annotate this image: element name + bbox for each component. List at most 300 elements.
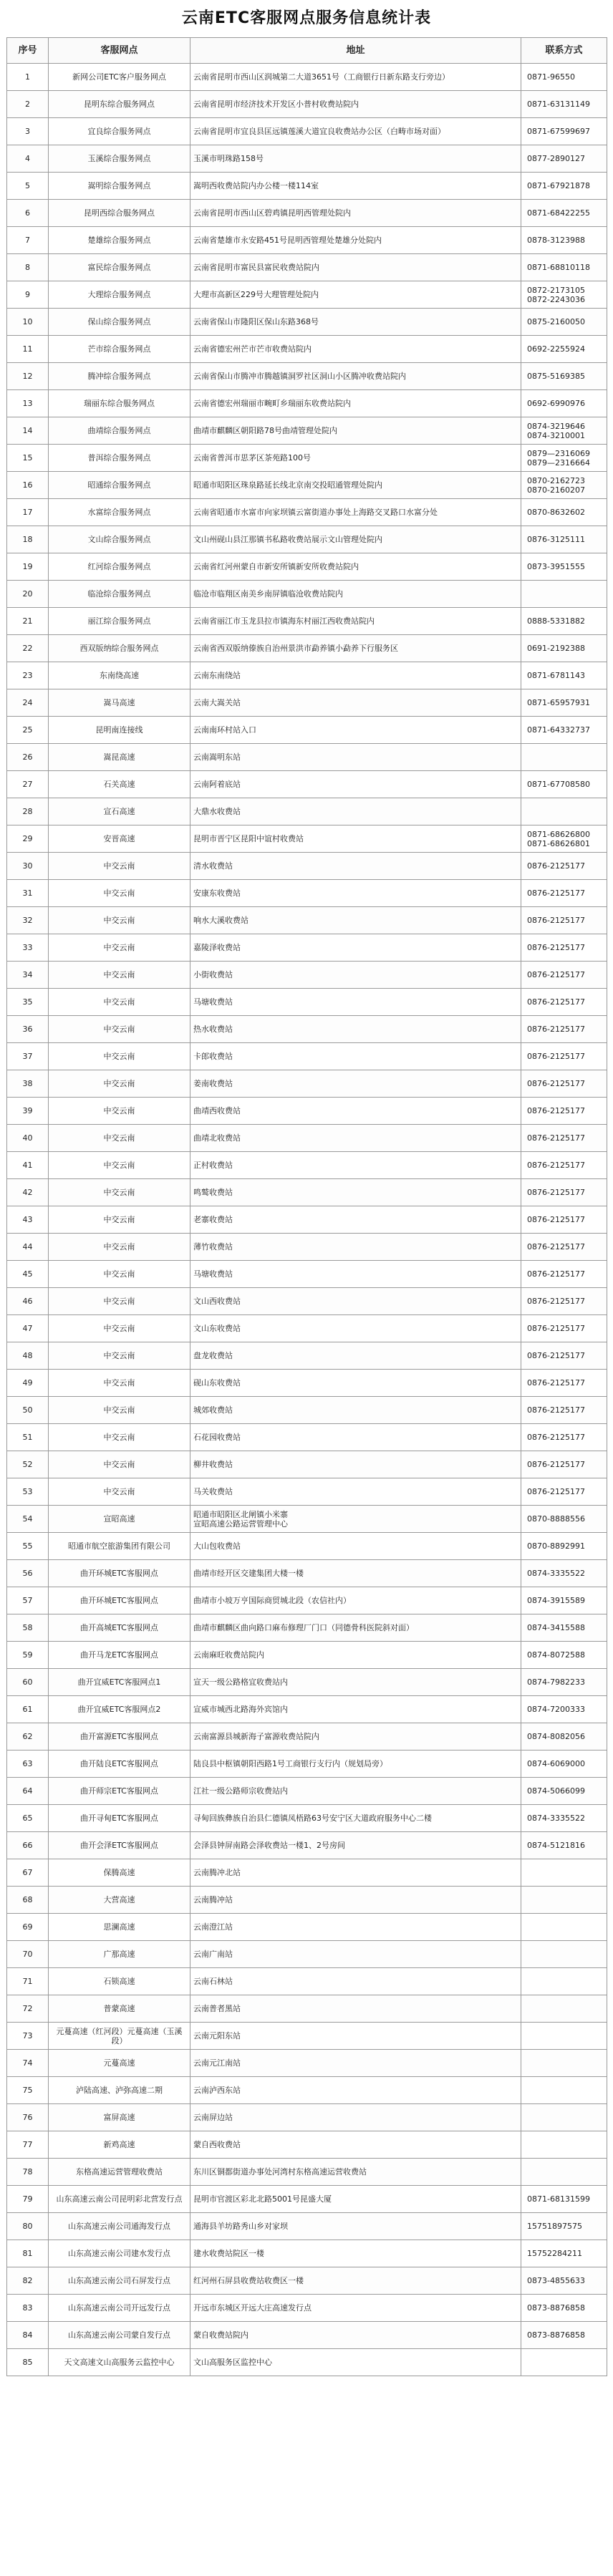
table-row bbox=[7, 2104, 607, 2131]
cell-contact: 0876-2125177 bbox=[521, 1152, 607, 1179]
cell-contact: 0876-2125177 bbox=[521, 1206, 607, 1234]
cell-service-point: 曲开师宗ETC客服网点 bbox=[49, 1778, 190, 1805]
cell-contact bbox=[521, 2104, 607, 2131]
cell-address: 云南省昆明市宜良县匡远镇莲溪大道宜良收费站办公区（白畴市场对面） bbox=[190, 118, 521, 145]
cell-address: 江社一级公路师宗收费站内 bbox=[190, 1778, 521, 1805]
table-row bbox=[7, 145, 607, 173]
cell-service-point: 中交云南 bbox=[49, 1070, 190, 1098]
cell-no: 1 bbox=[7, 64, 49, 91]
cell-address: 东川区铜都街道办事处河湾村东格高速运营收费站 bbox=[190, 2159, 521, 2186]
cell-contact: 0876-2125177 bbox=[521, 1397, 607, 1424]
cell-service-point: 中交云南 bbox=[49, 1424, 190, 1451]
cell-service-point: 山东高速云南公司蒙自发行点 bbox=[49, 2322, 190, 2349]
table-row bbox=[7, 1315, 607, 1342]
cell-contact: 0870-8632602 bbox=[521, 499, 607, 526]
cell-contact: 0876-2125177 bbox=[521, 1125, 607, 1152]
cell-no: 30 bbox=[7, 853, 49, 880]
table-row bbox=[7, 2050, 607, 2077]
table-row bbox=[7, 1206, 607, 1234]
cell-address: 云南东南绕站 bbox=[190, 662, 521, 689]
table-row bbox=[7, 1642, 607, 1669]
cell-service-point: 中交云南 bbox=[49, 1370, 190, 1397]
table-row bbox=[7, 1587, 607, 1614]
cell-contact: 0878-3123988 bbox=[521, 227, 607, 254]
cell-no: 74 bbox=[7, 2050, 49, 2077]
cell-service-point: 昆明东综合服务网点 bbox=[49, 91, 190, 118]
cell-no: 37 bbox=[7, 1043, 49, 1070]
cell-service-point: 西双版纳综合服务网点 bbox=[49, 635, 190, 662]
table-row bbox=[7, 1506, 607, 1533]
cell-contact: 0871-68810118 bbox=[521, 254, 607, 281]
cell-service-point: 元蔓高速（红河段）元蔓高速（玉溪段） bbox=[49, 2023, 190, 2050]
cell-no: 85 bbox=[7, 2349, 49, 2376]
cell-address: 云南泸西东站 bbox=[190, 2077, 521, 2104]
cell-address: 鸣鹫收费站 bbox=[190, 1179, 521, 1206]
cell-no: 35 bbox=[7, 989, 49, 1016]
cell-contact: 0876-2125177 bbox=[521, 1098, 607, 1125]
cell-no: 32 bbox=[7, 907, 49, 934]
cell-no: 58 bbox=[7, 1614, 49, 1642]
cell-contact bbox=[521, 2131, 607, 2159]
cell-contact: 0876-2125177 bbox=[521, 1424, 607, 1451]
cell-no: 34 bbox=[7, 962, 49, 989]
table-row bbox=[7, 118, 607, 145]
cell-no: 5 bbox=[7, 173, 49, 200]
cell-no: 38 bbox=[7, 1070, 49, 1098]
cell-address: 热水收费站 bbox=[190, 1016, 521, 1043]
table-row bbox=[7, 526, 607, 553]
cell-service-point: 中交云南 bbox=[49, 1206, 190, 1234]
cell-service-point: 昆明南连接线 bbox=[49, 717, 190, 744]
cell-no: 27 bbox=[7, 771, 49, 798]
cell-no: 2 bbox=[7, 91, 49, 118]
cell-contact: 0876-2125177 bbox=[521, 880, 607, 907]
cell-no: 70 bbox=[7, 1941, 49, 1968]
table-row bbox=[7, 880, 607, 907]
table-row bbox=[7, 853, 607, 880]
table-row bbox=[7, 363, 607, 390]
header-no: 序号 bbox=[7, 38, 49, 64]
cell-no: 71 bbox=[7, 1968, 49, 1995]
cell-address: 姜南收费站 bbox=[190, 1070, 521, 1098]
cell-address: 大理市高新区229号大理管理处院内 bbox=[190, 281, 521, 309]
table-row bbox=[7, 1778, 607, 1805]
cell-no: 81 bbox=[7, 2240, 49, 2267]
cell-no: 43 bbox=[7, 1206, 49, 1234]
cell-no: 13 bbox=[7, 390, 49, 417]
cell-contact bbox=[521, 581, 607, 608]
cell-no: 24 bbox=[7, 689, 49, 717]
cell-no: 76 bbox=[7, 2104, 49, 2131]
cell-contact: 0874-5121816 bbox=[521, 1832, 607, 1859]
cell-no: 67 bbox=[7, 1859, 49, 1887]
cell-contact bbox=[521, 798, 607, 825]
table-row bbox=[7, 1941, 607, 1968]
cell-address: 云南省西双版纳傣族自治州景洪市勐养镇小勐养下行服务区 bbox=[190, 635, 521, 662]
cell-no: 39 bbox=[7, 1098, 49, 1125]
cell-service-point: 富民综合服务网点 bbox=[49, 254, 190, 281]
cell-address: 云南省昆明市西山区润城第二大道3651号（工商银行日新东路支行旁边） bbox=[190, 64, 521, 91]
cell-service-point: 宣石高速 bbox=[49, 798, 190, 825]
cell-address: 云南省红河州蒙自市新安所镇新安所收费站院内 bbox=[190, 553, 521, 581]
cell-service-point: 普蒙高速 bbox=[49, 1995, 190, 2023]
cell-address: 昆明市晋宁区昆阳中谊村收费站 bbox=[190, 825, 521, 853]
cell-service-point: 曲开宜威ETC客服网点1 bbox=[49, 1669, 190, 1696]
table-row bbox=[7, 1234, 607, 1261]
cell-contact: 0876-2125177 bbox=[521, 1342, 607, 1370]
cell-contact: 0876-2125177 bbox=[521, 934, 607, 962]
cell-service-point: 中交云南 bbox=[49, 880, 190, 907]
cell-address: 云南腾冲北站 bbox=[190, 1859, 521, 1887]
cell-contact: 0871-6781143 bbox=[521, 662, 607, 689]
cell-no: 25 bbox=[7, 717, 49, 744]
cell-address: 曲靖市麒麟区朝阳路78号曲靖管理处院内 bbox=[190, 417, 521, 445]
table-row bbox=[7, 2131, 607, 2159]
cell-service-point: 中交云南 bbox=[49, 1451, 190, 1478]
cell-contact: 0876-2125177 bbox=[521, 1288, 607, 1315]
cell-no: 26 bbox=[7, 744, 49, 771]
cell-address: 云南省丽江市玉龙县拉市镇海东村丽江西收费站院内 bbox=[190, 608, 521, 635]
cell-no: 62 bbox=[7, 1723, 49, 1751]
cell-no: 46 bbox=[7, 1288, 49, 1315]
cell-service-point: 普洱综合服务网点 bbox=[49, 445, 190, 472]
table-row bbox=[7, 1098, 607, 1125]
table-row bbox=[7, 1914, 607, 1941]
cell-no: 79 bbox=[7, 2186, 49, 2213]
cell-no: 51 bbox=[7, 1424, 49, 1451]
cell-contact: 0871-68626800 0871-68626801 bbox=[521, 825, 607, 853]
cell-address: 大山包收费站 bbox=[190, 1533, 521, 1560]
table-row bbox=[7, 989, 607, 1016]
cell-contact bbox=[521, 1887, 607, 1914]
cell-address: 正村收费站 bbox=[190, 1152, 521, 1179]
table-row bbox=[7, 635, 607, 662]
table-header bbox=[7, 38, 607, 64]
cell-service-point: 楚雄综合服务网点 bbox=[49, 227, 190, 254]
cell-contact: 0873-4855633 bbox=[521, 2267, 607, 2295]
cell-service-point: 中交云南 bbox=[49, 1478, 190, 1506]
cell-service-point: 中交云南 bbox=[49, 1152, 190, 1179]
cell-service-point: 曲开环城ETC客服网点 bbox=[49, 1560, 190, 1587]
cell-no: 45 bbox=[7, 1261, 49, 1288]
cell-no: 80 bbox=[7, 2213, 49, 2240]
table-row bbox=[7, 962, 607, 989]
table-row bbox=[7, 200, 607, 227]
cell-contact bbox=[521, 2349, 607, 2376]
cell-contact: 0876-2125177 bbox=[521, 962, 607, 989]
cell-no: 84 bbox=[7, 2322, 49, 2349]
table-row bbox=[7, 1832, 607, 1859]
cell-service-point: 曲开宜威ETC客服网点2 bbox=[49, 1696, 190, 1723]
table-row bbox=[7, 2322, 607, 2349]
cell-service-point: 曲开陆良ETC客服网点 bbox=[49, 1751, 190, 1778]
cell-address: 云南省昆明市西山区碧鸡镇昆明西管理处院内 bbox=[190, 200, 521, 227]
cell-service-point: 丽江综合服务网点 bbox=[49, 608, 190, 635]
cell-contact: 0877-2890127 bbox=[521, 145, 607, 173]
cell-contact: 0873-8876858 bbox=[521, 2322, 607, 2349]
table-row bbox=[7, 1125, 607, 1152]
cell-service-point: 元蔓高速 bbox=[49, 2050, 190, 2077]
cell-address: 曲靖市经开区交建集团大楼一楼 bbox=[190, 1560, 521, 1587]
table-row bbox=[7, 281, 607, 309]
cell-address: 云南省昆明市富民县富民收费站院内 bbox=[190, 254, 521, 281]
cell-address: 会泽县钟屏南路会泽收费站一楼1、2号房间 bbox=[190, 1832, 521, 1859]
cell-address: 安康东收费站 bbox=[190, 880, 521, 907]
cell-no: 65 bbox=[7, 1805, 49, 1832]
cell-contact: 15751897575 bbox=[521, 2213, 607, 2240]
cell-service-point: 山东高速云南公司昆明彩北营发行点 bbox=[49, 2186, 190, 2213]
cell-address: 马塘收费站 bbox=[190, 989, 521, 1016]
cell-no: 75 bbox=[7, 2077, 49, 2104]
cell-address: 嘉陵泽收费站 bbox=[190, 934, 521, 962]
cell-contact: 0874-3415588 bbox=[521, 1614, 607, 1642]
cell-address: 盘龙收费站 bbox=[190, 1342, 521, 1370]
table-row bbox=[7, 1152, 607, 1179]
cell-no: 73 bbox=[7, 2023, 49, 2050]
table-row bbox=[7, 689, 607, 717]
cell-contact: 0874-5066099 bbox=[521, 1778, 607, 1805]
cell-contact bbox=[521, 1859, 607, 1887]
cell-contact bbox=[521, 744, 607, 771]
table-row bbox=[7, 417, 607, 445]
cell-service-point: 宜良综合服务网点 bbox=[49, 118, 190, 145]
cell-contact bbox=[521, 2050, 607, 2077]
cell-no: 11 bbox=[7, 336, 49, 363]
cell-address: 曲靖市小坡万亨国际商贸城北段（农信社内） bbox=[190, 1587, 521, 1614]
table-row bbox=[7, 1805, 607, 1832]
cell-contact: 0876-2125177 bbox=[521, 1234, 607, 1261]
table-row bbox=[7, 2295, 607, 2322]
cell-no: 48 bbox=[7, 1342, 49, 1370]
table-row bbox=[7, 662, 607, 689]
cell-no: 40 bbox=[7, 1125, 49, 1152]
cell-contact: 0874-8082056 bbox=[521, 1723, 607, 1751]
cell-contact bbox=[521, 2077, 607, 2104]
cell-no: 68 bbox=[7, 1887, 49, 1914]
cell-service-point: 文山综合服务网点 bbox=[49, 526, 190, 553]
table-row bbox=[7, 744, 607, 771]
cell-service-point: 嵩明综合服务网点 bbox=[49, 173, 190, 200]
cell-address: 卡郎收费站 bbox=[190, 1043, 521, 1070]
table-row bbox=[7, 1043, 607, 1070]
header-service-point: 客服网点 bbox=[49, 38, 190, 64]
cell-address: 蒙自收费站院内 bbox=[190, 2322, 521, 2349]
cell-service-point: 嵩昆高速 bbox=[49, 744, 190, 771]
table-row bbox=[7, 798, 607, 825]
table-row bbox=[7, 1370, 607, 1397]
cell-address: 曲靖北收费站 bbox=[190, 1125, 521, 1152]
cell-contact: 0870-2162723 0870-2160207 bbox=[521, 472, 607, 499]
cell-service-point: 天文高速文山高服务云监控中心 bbox=[49, 2349, 190, 2376]
cell-service-point: 中交云南 bbox=[49, 1125, 190, 1152]
cell-address: 城郊收费站 bbox=[190, 1397, 521, 1424]
cell-contact: 0874-7200333 bbox=[521, 1696, 607, 1723]
cell-contact: 0871-67599697 bbox=[521, 118, 607, 145]
table-body bbox=[7, 64, 607, 2376]
cell-address: 云南省普洱市思茅区茶苑路100号 bbox=[190, 445, 521, 472]
cell-no: 60 bbox=[7, 1669, 49, 1696]
cell-no: 6 bbox=[7, 200, 49, 227]
cell-service-point: 新鸡高速 bbox=[49, 2131, 190, 2159]
table-row bbox=[7, 2267, 607, 2295]
cell-address: 云南元阳东站 bbox=[190, 2023, 521, 2050]
cell-address: 云南省保山市腾冲市腾越镇洞罗社区洞山小区腾冲收费站院内 bbox=[190, 363, 521, 390]
table-row bbox=[7, 472, 607, 499]
cell-no: 31 bbox=[7, 880, 49, 907]
cell-contact: 0871-68422255 bbox=[521, 200, 607, 227]
cell-no: 44 bbox=[7, 1234, 49, 1261]
cell-address: 文山州砚山县江那镇书私路收费站展示文山管理处院内 bbox=[190, 526, 521, 553]
cell-contact: 0875-5169385 bbox=[521, 363, 607, 390]
table-row bbox=[7, 390, 607, 417]
cell-service-point: 中交云南 bbox=[49, 1016, 190, 1043]
table-row bbox=[7, 173, 607, 200]
cell-address: 云南石林站 bbox=[190, 1968, 521, 1995]
cell-service-point: 中交云南 bbox=[49, 934, 190, 962]
cell-contact: 0873-8876858 bbox=[521, 2295, 607, 2322]
cell-service-point: 红河综合服务网点 bbox=[49, 553, 190, 581]
cell-address: 昆明市官渡区彩北北路5001号昆盛大厦 bbox=[190, 2186, 521, 2213]
cell-no: 12 bbox=[7, 363, 49, 390]
cell-no: 4 bbox=[7, 145, 49, 173]
cell-no: 53 bbox=[7, 1478, 49, 1506]
cell-no: 56 bbox=[7, 1560, 49, 1587]
cell-address: 寻甸回族彝族自治县仁德镇凤梧路63号安宁区大道政府服务中心二楼 bbox=[190, 1805, 521, 1832]
cell-address: 薄竹收费站 bbox=[190, 1234, 521, 1261]
cell-address: 曲靖市麒麟区曲向路口麻布修理厂门口（同德骨科医院斜对面） bbox=[190, 1614, 521, 1642]
cell-service-point: 中交云南 bbox=[49, 1098, 190, 1125]
cell-contact: 0870-8888556 bbox=[521, 1506, 607, 1533]
cell-address: 昭通市昭阳区北闸镇小米寨 宣昭高速公路运营管理中心 bbox=[190, 1506, 521, 1533]
cell-no: 8 bbox=[7, 254, 49, 281]
cell-service-point: 曲开马龙ETC客服网点 bbox=[49, 1642, 190, 1669]
cell-service-point: 石锁高速 bbox=[49, 1968, 190, 1995]
cell-contact bbox=[521, 1941, 607, 1968]
cell-service-point: 山东高速云南公司建水发行点 bbox=[49, 2240, 190, 2267]
cell-no: 47 bbox=[7, 1315, 49, 1342]
cell-address: 云南腾冲站 bbox=[190, 1887, 521, 1914]
cell-contact: 0871-63131149 bbox=[521, 91, 607, 118]
cell-service-point: 玉溪综合服务网点 bbox=[49, 145, 190, 173]
table-row bbox=[7, 1859, 607, 1887]
table-row bbox=[7, 825, 607, 853]
cell-address: 清水收费站 bbox=[190, 853, 521, 880]
cell-contact: 0876-2125177 bbox=[521, 1016, 607, 1043]
cell-contact: 0879—2316069 0879—2316664 bbox=[521, 445, 607, 472]
cell-no: 21 bbox=[7, 608, 49, 635]
cell-service-point: 曲开寻甸ETC客服网点 bbox=[49, 1805, 190, 1832]
cell-service-point: 宣昭高速 bbox=[49, 1506, 190, 1533]
cell-service-point: 腾冲综合服务网点 bbox=[49, 363, 190, 390]
cell-contact: 15752284211 bbox=[521, 2240, 607, 2267]
cell-address: 云南元江南站 bbox=[190, 2050, 521, 2077]
cell-service-point: 东格高速运营管理收费站 bbox=[49, 2159, 190, 2186]
cell-address: 柳井收费站 bbox=[190, 1451, 521, 1478]
cell-address: 云南省德宏州瑞丽市畹町乡瑞丽东收费站院内 bbox=[190, 390, 521, 417]
table-row bbox=[7, 2240, 607, 2267]
table-row bbox=[7, 1288, 607, 1315]
table-row bbox=[7, 1669, 607, 1696]
cell-contact: 0871-67921878 bbox=[521, 173, 607, 200]
cell-service-point: 芒市综合服务网点 bbox=[49, 336, 190, 363]
cell-service-point: 中交云南 bbox=[49, 1288, 190, 1315]
cell-address: 文山西收费站 bbox=[190, 1288, 521, 1315]
cell-no: 83 bbox=[7, 2295, 49, 2322]
cell-address: 文山高服务区监控中心 bbox=[190, 2349, 521, 2376]
header-row bbox=[7, 38, 607, 64]
cell-address: 云南普者黑站 bbox=[190, 1995, 521, 2023]
cell-no: 7 bbox=[7, 227, 49, 254]
cell-contact bbox=[521, 1914, 607, 1941]
table-row bbox=[7, 1533, 607, 1560]
cell-address: 老寨收费站 bbox=[190, 1206, 521, 1234]
table-row bbox=[7, 1016, 607, 1043]
cell-contact: 0875-2160050 bbox=[521, 309, 607, 336]
cell-service-point: 昭通综合服务网点 bbox=[49, 472, 190, 499]
cell-service-point: 中交云南 bbox=[49, 1261, 190, 1288]
cell-contact bbox=[521, 2023, 607, 2050]
cell-no: 72 bbox=[7, 1995, 49, 2023]
cell-address: 曲靖西收费站 bbox=[190, 1098, 521, 1125]
table-row bbox=[7, 934, 607, 962]
cell-no: 20 bbox=[7, 581, 49, 608]
cell-contact: 0876-2125177 bbox=[521, 1451, 607, 1478]
cell-service-point: 思澜高速 bbox=[49, 1914, 190, 1941]
cell-contact: 0876-2125177 bbox=[521, 1478, 607, 1506]
cell-contact bbox=[521, 1968, 607, 1995]
table-row bbox=[7, 2186, 607, 2213]
cell-service-point: 中交云南 bbox=[49, 1043, 190, 1070]
cell-contact: 0874-8072588 bbox=[521, 1642, 607, 1669]
cell-address: 开远市东城区开远大庄高速发行点 bbox=[190, 2295, 521, 2322]
cell-contact: 0876-3125111 bbox=[521, 526, 607, 553]
cell-no: 59 bbox=[7, 1642, 49, 1669]
cell-no: 77 bbox=[7, 2131, 49, 2159]
cell-address: 通海县羊坊路秀山乡对家坝 bbox=[190, 2213, 521, 2240]
table-row bbox=[7, 1070, 607, 1098]
page-title: 云南ETC客服网点服务信息统计表 bbox=[181, 9, 432, 27]
cell-service-point: 中交云南 bbox=[49, 1342, 190, 1370]
table-row bbox=[7, 2077, 607, 2104]
cell-contact: 0692-2255924 bbox=[521, 336, 607, 363]
cell-service-point: 中交云南 bbox=[49, 907, 190, 934]
cell-contact: 0871-96550 bbox=[521, 64, 607, 91]
cell-no: 52 bbox=[7, 1451, 49, 1478]
cell-address: 临沧市临翔区南美乡南屏镇临沧收费站院内 bbox=[190, 581, 521, 608]
table-row bbox=[7, 1478, 607, 1506]
cell-no: 10 bbox=[7, 309, 49, 336]
table-row bbox=[7, 254, 607, 281]
table-row bbox=[7, 1968, 607, 1995]
table-row bbox=[7, 2159, 607, 2186]
table-row bbox=[7, 1179, 607, 1206]
cell-address: 云南省昆明市经济技术开发区小普村收费站院内 bbox=[190, 91, 521, 118]
cell-service-point: 中交云南 bbox=[49, 989, 190, 1016]
cell-no: 41 bbox=[7, 1152, 49, 1179]
cell-no: 18 bbox=[7, 526, 49, 553]
cell-address: 小街收费站 bbox=[190, 962, 521, 989]
cell-address: 云南大嵩关站 bbox=[190, 689, 521, 717]
table-row bbox=[7, 1887, 607, 1914]
cell-no: 49 bbox=[7, 1370, 49, 1397]
cell-no: 23 bbox=[7, 662, 49, 689]
cell-service-point: 中交云南 bbox=[49, 1234, 190, 1261]
cell-contact: 0876-2125177 bbox=[521, 1370, 607, 1397]
cell-contact: 0876-2125177 bbox=[521, 1179, 607, 1206]
table-row bbox=[7, 717, 607, 744]
table-row bbox=[7, 1261, 607, 1288]
cell-no: 15 bbox=[7, 445, 49, 472]
